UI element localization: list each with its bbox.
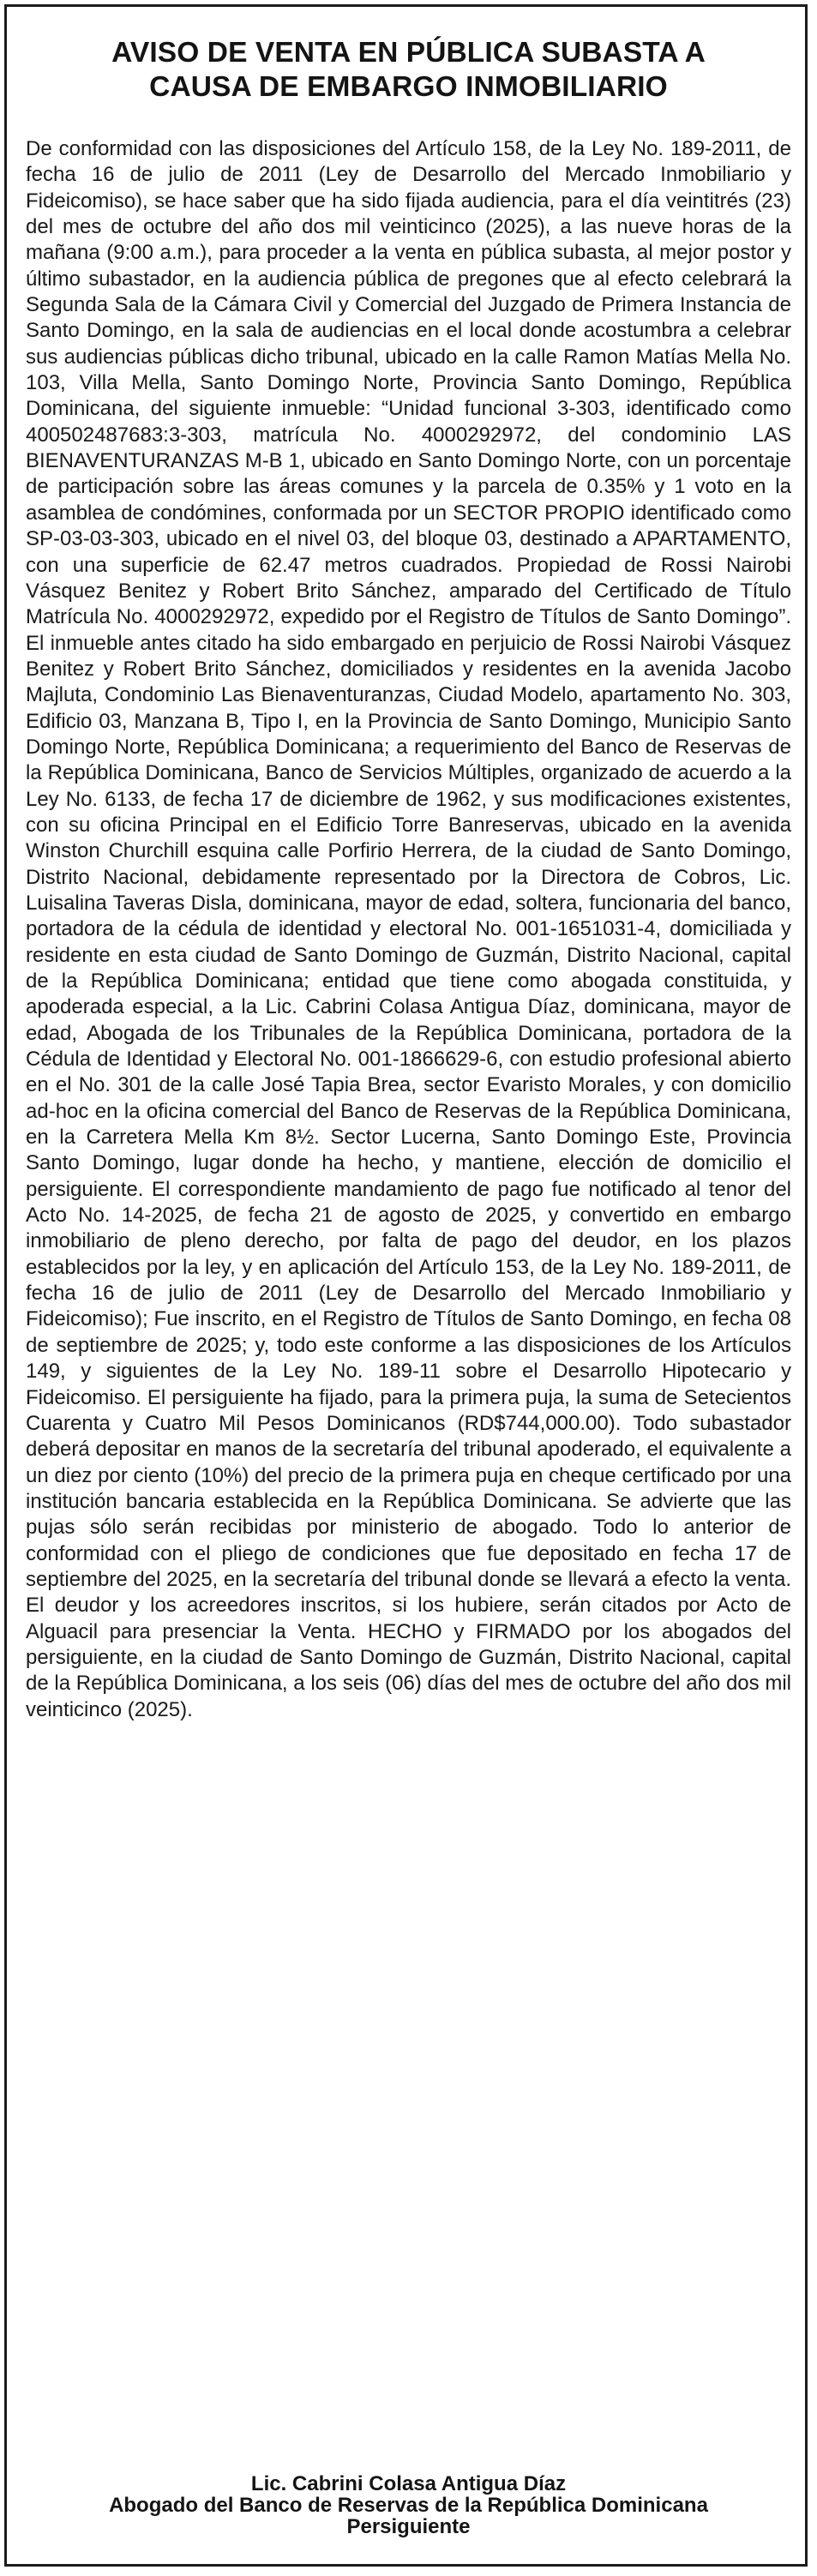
signature-party: Persiguiente: [346, 2515, 471, 2538]
signature-role: Abogado del Banco de Reservas de la República Dominicana: [109, 2494, 708, 2517]
signature-block: [26, 2473, 791, 2537]
notice-body: De conformidad con las disposiciones del Artículo 158, de la Ley No. 189-2011, de fecha 16 de julio de 2011 (Ley de Desarrollo del Mercado Inmobiliario y Fideicomiso), se hace saber que ha sido fijada audiencia, para el día veintitrés (23) del mes de octubre del año dos mil veinticinco (2025), a las nueve horas de la mañana (9:00 a.m.), para proceder a la venta en pública subasta, al mejor postor y último subastador, en la audiencia pública de pregones que al efecto celebrará la Segunda Sala de la Cámara Civil y Comercial del Juzgado de Primera Instancia de Santo Domingo, en la sala de audiencias en el local donde acostumbra a celebrar sus audiencias públicas dicho tribunal, ubicado en la calle Ramon Matías Mella No. 103, Villa Mella, Santo Domingo Norte, Provincia Santo Domingo, República Dominicana, del siguiente inmueble: “Unidad funcional 3-303, identificado como 400502487683:3-303, matrícula No. 4000292972, del condominio LAS BIENAVENTURANZAS M-B 1, ubicado en Santo Domingo Norte, con un porcentaje de participación sobre las áreas comunes y la parcela de 0.35% y 1 voto en la asamblea de condómines, conformada por un SECTOR PROPIO identificado como SP-03-03-303, ubicado en el nivel 03, del bloque 03, destinado a APARTAMENTO, con una superficie de 62.47 metros cuadrados. Propiedad de Rossi Nairobi Vásquez Benitez y Robert Brito Sánchez, amparado del Certificado de Título Matrícula No. 4000292972, expedido por el Registro de Títulos de Santo Domingo”. El inmueble antes citado ha sido embargado en perjuicio de Rossi Nairobi Vásquez Benitez y Robert Brito Sánchez, domiciliados y residentes en la avenida Jacobo Majluta, Condominio Las Bienaventuranzas, Ciudad Modelo, apartamento No. 303, Edificio 03, Manzana B, Tipo I, en la Provincia de Santo Domingo, Municipio Santo Domingo Norte, República Dominicana; a requerimiento del Banco de Reservas de la República Dominicana, Banco de Servicios Múltiples, organizado de acuerdo a la Ley No. 6133, de fecha 17 de diciembre de 1962, y sus modificaciones existentes, con su oficina Principal en el Edificio Torre Banreservas, ubicado en la avenida Winston Churchill esquina calle Porfirio Herrera, de la ciudad de Santo Domingo, Distrito Nacional, debidamente representado por la Directora de Cobros, Lic. Luisalina Taveras Disla, dominicana, mayor de edad, soltera, funcionaria del banco, portadora de la cédula de identidad y electoral No. 001-1651031-4, domiciliada y residente en esta ciudad de Santo Domingo de Guzmán, Distrito Nacional, capital de la República Dominicana; entidad que tiene como abogada constituida, y apoderada especial, a la Lic. Cabrini Colasa Antigua Díaz, dominicana, mayor de edad, Abogada de los Tribunales de la República Dominicana, portadora de la Cédula de Identidad y Electoral No. 001-1866629-6, con estudio profesional abierto en el No. 301 de la calle José Tapia Brea, sector Evaristo Morales, y con domicilio ad-hoc en la oficina comercial del Banco de Reservas de la República Dominicana, en la Carretera Mella Km 8½. Sector Lucerna, Santo Domingo Este, Provincia Santo Domingo, lugar donde ha hecho, y mantiene, elección de domicilio el persiguiente. El correspondiente mandamiento de pago fue notificado al tenor del Acto No. 14-2025, de fecha 21 de agosto de 2025, y convertido en embargo inmobiliario de pleno derecho, por falta de pago del deudor, en los plazos establecidos por la ley, y en aplicación del Artículo 153, de la Ley No. 189-2011, de fecha 16 de julio de 2011 (Ley de Desarrollo del Mercado Inmobiliario y Fideicomiso); Fue inscrito, en el Registro de Títulos de Santo Domingo, en fecha 08 de septiembre de 2025; y, todo este conforme a las disposiciones de los Artículos 149, y siguientes de la Ley No. 189-11 sobre el Desarrollo Hipotecario y Fideicomiso. El persiguiente ha fijado, para la primera puja, la suma de Setecientos Cuarenta y Cuatro Mil Pesos Dominicanos (RD$744,000.00). Todo subastador deberá depositar en manos de la secretaría del tribunal apoderado, el equivalente a un diez por ciento (10%) del precio de la primera puja en cheque certificado por una institución bancaria establecida en la República Dominicana. Se advierte que las pujas sólo serán recibidas por ministerio de abogado. Todo lo anterior de conformidad con el pliego de condiciones que fue depositado en fecha 17 de septiembre del 2025, en la secretaría del tribunal donde se llevará a efecto la venta. El deudor y los acreedores inscritos, si los hubiere, serán citados por Acto de Alguacil para presenciar la Venta. HECHO y FIRMADO por los abogados del persiguiente, en la ciudad de Santo Domingo de Guzmán, Distrito Nacional, capital de la República Dominicana, a los seis (06) días del mes de octubre del año dos mil veinticinco (2025).: [26, 137, 791, 1721]
notice-title-line-2: CAUSA DE EMBARGO INMOBILIARIO: [149, 71, 668, 103]
signature-name: Lic. Cabrini Colasa Antigua Díaz: [250, 2472, 567, 2495]
notice-title: [34, 36, 783, 105]
notice-title-line-1: AVISO DE VENTA EN PÚBLICA SUBASTA A: [111, 37, 706, 69]
